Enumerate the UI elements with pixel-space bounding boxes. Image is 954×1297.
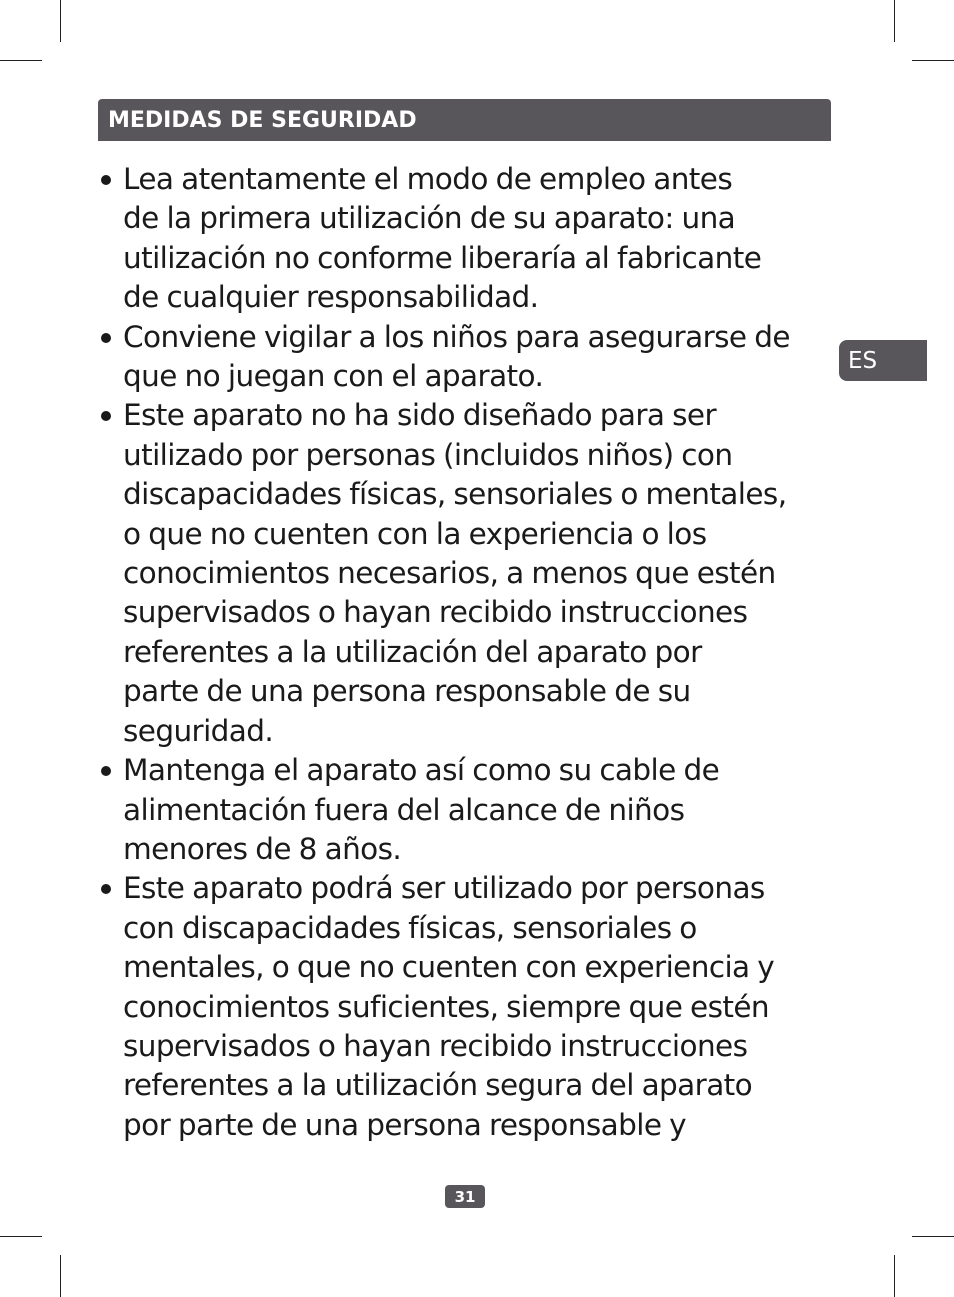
bullet-dot-icon (101, 766, 111, 776)
crop-mark-bottom-right-horizontal (912, 1236, 954, 1237)
page-number-badge (445, 1185, 485, 1208)
bullet-dot-icon (101, 333, 111, 343)
crop-mark-top-right-horizontal (912, 60, 954, 61)
crop-mark-bottom-right-vertical (894, 1255, 895, 1297)
bullet-text: Mantenga el aparato así como su cable de alimentación fuera del alcance de niños menores de 8 años. (123, 753, 720, 866)
bullet-item (100, 869, 835, 1145)
bullet-text: Conviene vigilar a los niños para asegurarse de que no juegan con el aparato. (123, 319, 790, 394)
crop-mark-top-left-horizontal (0, 60, 42, 61)
crop-mark-top-right-vertical (894, 0, 895, 42)
bullet-text: Este aparato podrá ser utilizado por personas con discapacidades físicas, sensoriales o mentales, o que no cuenten con experiencia y conocimientos suficientes, siempre que estén supervisados o hayan recibido instrucciones referentes a la utilización segura del aparato por parte de una persona responsable y (123, 871, 775, 1142)
bullet-item (100, 160, 835, 318)
bullet-item (100, 751, 835, 869)
bullet-text: Este aparato no ha sido diseñado para ser utilizado por personas (incluidos niños) con discapacidades físicas, sensoriales o mentales, o que no cuenten con la experiencia o los conocimientos necesarios, a menos que estén supervisados o hayan recibido instrucciones referentes a la utilización del aparato por parte de una persona responsable de su seguridad. (123, 398, 787, 748)
bullet-dot-icon (101, 411, 111, 421)
bullet-dot-icon (101, 175, 111, 185)
bullet-item (100, 396, 835, 751)
language-tab (839, 340, 927, 381)
bullet-text: Lea atentamente el modo de empleo antes de la primera utilización de su aparato: una utilización no conforme liberaría al fabricante de cualquier responsabilidad. (123, 162, 762, 315)
bullet-dot-icon (101, 884, 111, 894)
crop-mark-top-left-vertical (60, 0, 61, 42)
crop-mark-bottom-left-vertical (60, 1255, 61, 1297)
crop-mark-bottom-left-horizontal (0, 1236, 42, 1237)
section-header (98, 99, 831, 141)
safety-bullet-list (100, 160, 835, 1145)
section-title: MEDIDAS DE SEGURIDAD (108, 107, 417, 133)
page-number: 31 (454, 1187, 476, 1206)
language-label: ES (848, 347, 878, 374)
bullet-item (100, 318, 835, 397)
